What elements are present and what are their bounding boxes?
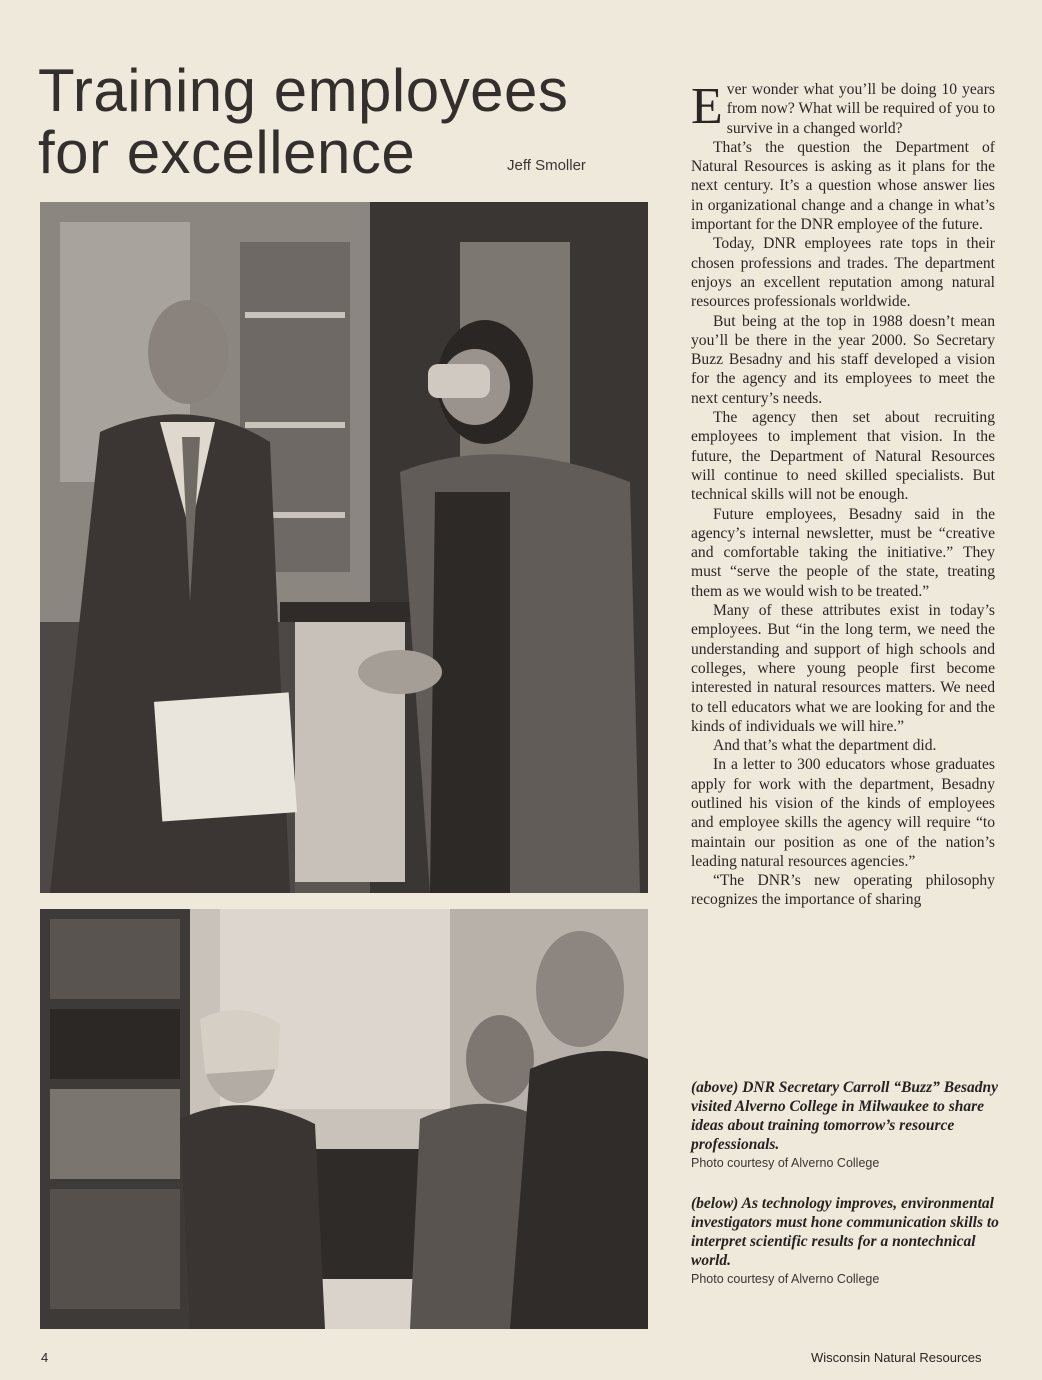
photo-environmental-investigators (40, 909, 648, 1329)
article-body (691, 80, 995, 910)
article-paragraph: In a letter to 300 educators whose graduates apply for work with the department, Besadny outlined his vision of the kinds of employees and employee skills the agency will require “to maintain our position as one of the nation’s leading natural resources agencies.” (691, 756, 995, 870)
photo-credit-above: Photo courtesy of Alverno College (691, 1156, 880, 1170)
article-paragraph: “The DNR’s new operating philosophy recognizes the importance of sharing (691, 872, 995, 909)
article-paragraph: Ever wonder what you’ll be doing 10 years from now? What will be required of you to survive in a changed world? (691, 78, 995, 137)
photo-secretary-in-lab (40, 202, 648, 893)
page-number: 4 (41, 1350, 49, 1365)
photo-credit-below: Photo courtesy of Alverno College (691, 1272, 880, 1286)
publication-name: Wisconsin Natural Resources (811, 1350, 982, 1365)
lab-photo-illustration (40, 202, 648, 893)
title-line-2: for excellence (38, 119, 416, 186)
equipment-photo-illustration (40, 909, 648, 1329)
article-paragraph: And that’s what the department did. (713, 737, 937, 755)
drop-cap: E (691, 78, 723, 135)
article-paragraph: Future employees, Besadny said in the agency’s internal newsletter, must be “creative and comfortable taking the initiative.” They must “serve the people of the state, treating them as we would wish to be treated.” (691, 505, 995, 600)
article-paragraph: But being at the top in 1988 doesn’t mean you’ll be there in the year 2000. So Secretary Buzz Besadny and his staff developed a vision for the agency and its employees to meet the next century’s needs. (691, 312, 995, 407)
caption-above-text: (above) DNR Secretary Carroll “Buzz” Besadny visited Alverno College in Milwaukee to share ideas about training tomorrow’s resource professionals. (691, 1079, 998, 1153)
article-paragraph: Many of these attributes exist in today’s employees. But “in the long term, we need the understanding and support of high schools and colleges, where young people first become interested in natural resources matters. We need to tell educators what we are looking for and the kinds of individuals we will hire.” (691, 602, 995, 735)
byline: Jeff Smoller (507, 157, 586, 174)
title-line-1: Training employees (38, 57, 569, 124)
article-paragraph: The agency then set about recruiting employees to implement that vision. In the future, the Department of Natural Resources will continue to need skilled specialists. But technical skills will not be enough. (691, 409, 995, 504)
caption-above (691, 1078, 1001, 1171)
caption-below (691, 1194, 1001, 1287)
caption-below-text: (below) As technology improves, environmental investigators must hone communication skills to interpret scientific results for a nontechnical world. (691, 1195, 999, 1269)
article-paragraph: Today, DNR employees rate tops in their chosen professions and trades. The department enjoys an excellent reputation among natural resources professionals worldwide. (691, 235, 995, 311)
article-paragraph: That’s the question the Department of Natural Resources is asking as it plans for the next century. It’s a question whose answer lies in organizational change and a change in what’s important for the DNR employee of the future. (691, 138, 995, 234)
